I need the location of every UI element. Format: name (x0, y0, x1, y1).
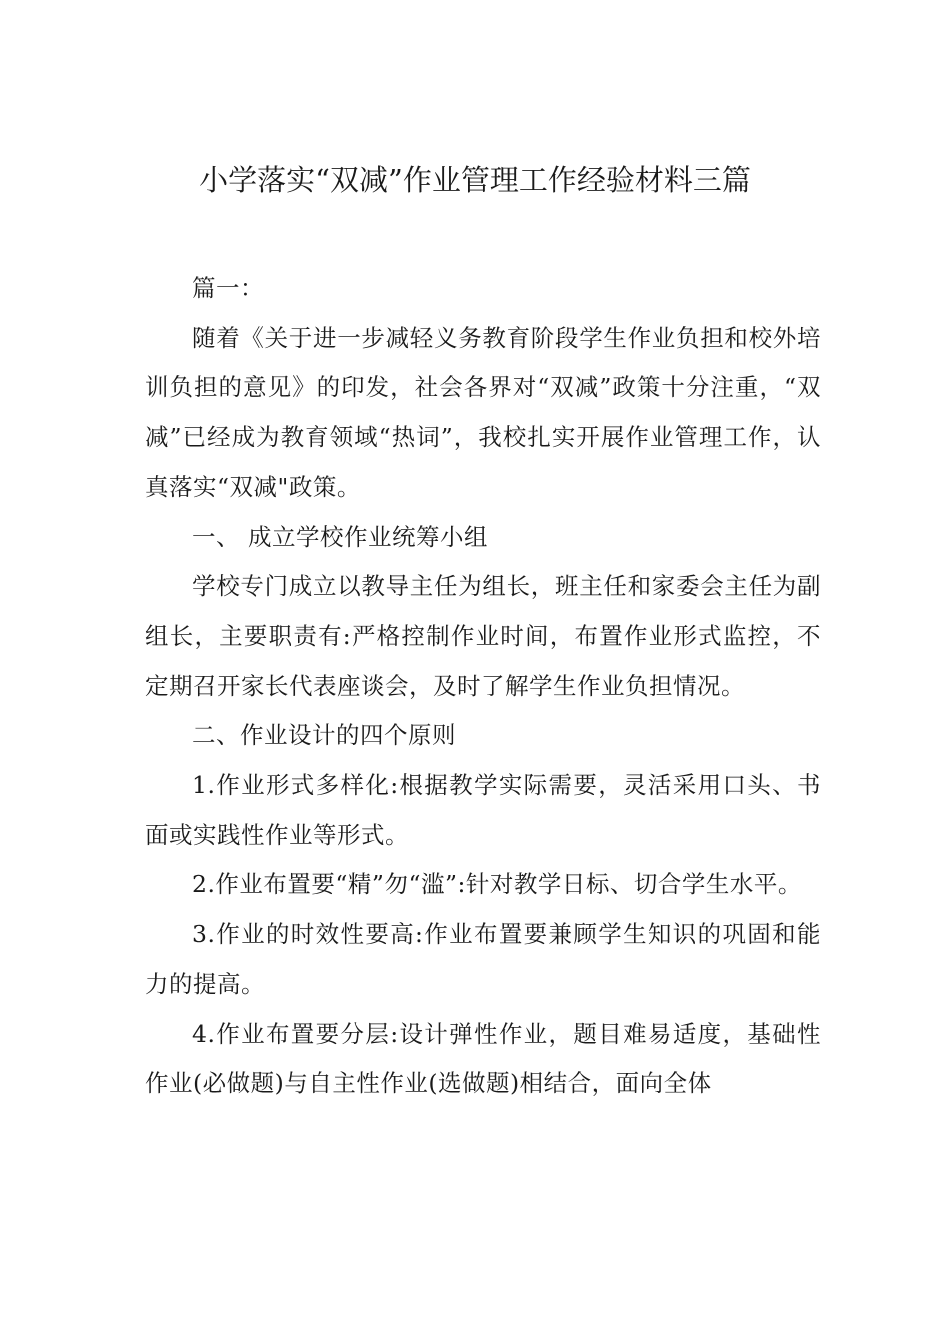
list-item: 1.作业形式多样化:根据教学实际需要，灵活采用口头、书面或实践性作业等形式。 (145, 771, 821, 849)
section-heading: 一、 成立学校作业统筹小组 (192, 522, 488, 551)
list-item: 2.作业布置要“精”勿“滥”:针对教学日标、切合学生水平。 (192, 870, 802, 899)
body-paragraph: 随着《关于进一步减轻义务教育阶段学生作业负担和校外培训负担的意见》的印发，社会各界对“双减”政策十分注重，“双减”已经成为教育领域“热词”，我校扎实开展作业管理工作，认真落实“双减"政策。 (145, 323, 821, 501)
list-item: 4.作业布置要分层:设计弹性作业，题目难易适度，基础性作业(必做题)与自主性作业(选做题)相结合，面向全体 (145, 1019, 821, 1098)
section-heading: 二、作业设计的四个原则 (192, 721, 456, 750)
list-item: 3.作业的时效性要高:作业布置要兼顾学生知识的巩固和能力的提高。 (145, 920, 821, 998)
body-paragraph: 学校专门成立以教导主任为组长，班主任和家委会主任为副组长，主要职责有:严格控制作业时间，布置作业形式监控，不定期召开家长代表座谈会，及时了解学生作业负担情况。 (145, 572, 821, 700)
document-body (145, 264, 821, 1109)
section-label: 篇一： (192, 274, 264, 302)
document-title: 小学落实“双减”作业管理工作经验材料三篇 (199, 163, 751, 197)
